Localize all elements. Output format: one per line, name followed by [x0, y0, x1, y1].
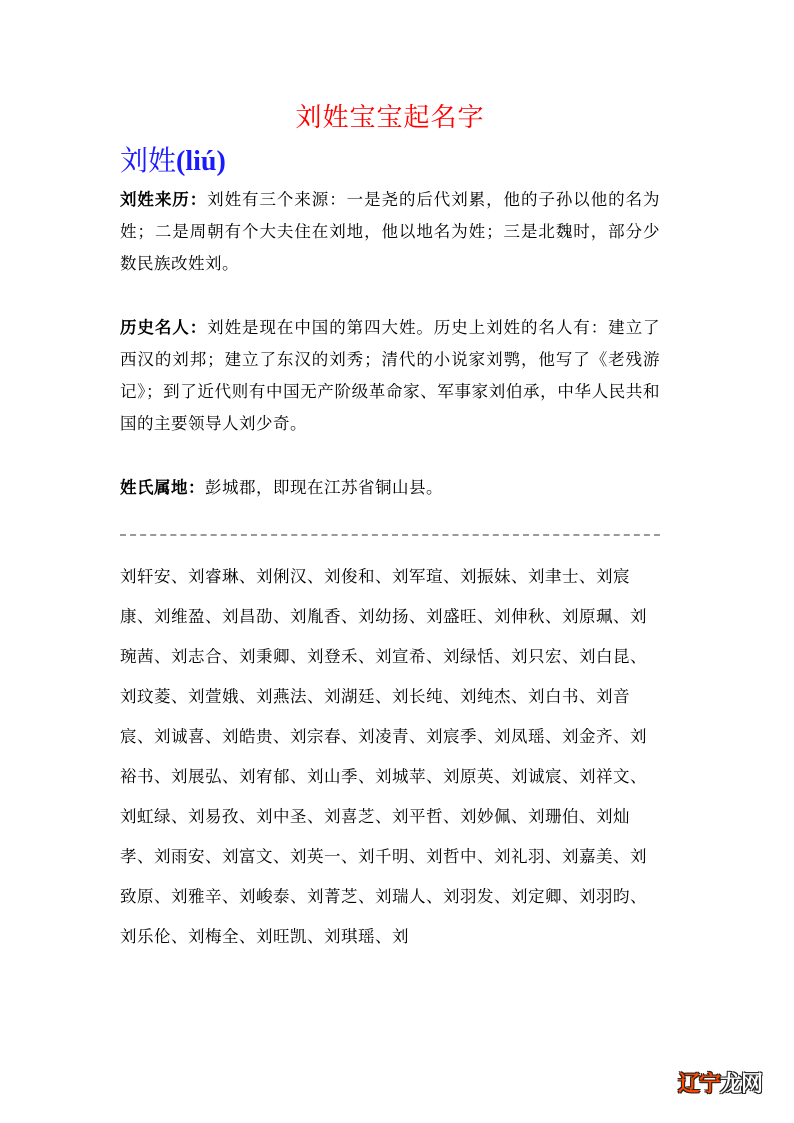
section-historical-figures: [120, 312, 660, 440]
section-text: 彭城郡，即现在江苏省铜山县。: [205, 478, 443, 497]
name-suggestions-list: 刘轩安、刘睿琳、刘俐汉、刘俊和、刘军瑄、刘振妹、刘聿士、刘宸康、刘维盈、刘昌劭、刘胤香、刘幼扬、刘盛旺、刘伸秋、刘原珮、刘琬茜、刘志合、刘秉卿、刘登禾、刘宣希、刘绿恬、刘只宏、刘白昆、刘玟菱、刘萱娥、刘燕法、刘湖廷、刘长纯、刘纯杰、刘白书、刘音宸、刘诚喜、刘皓贵、刘宗春、刘凌青、刘宸季、刘凤瑶、刘金齐、刘裕书、刘展弘、刘宥郁、刘山季、刘城苹、刘原英、刘诚宸、刘祥文、刘虹绿、刘易孜、刘中圣、刘喜芝、刘平哲、刘妙佩、刘珊伯、刘灿孝、刘雨安、刘富文、刘英一、刘千明、刘哲中、刘礼羽、刘嘉美、刘致原、刘雅辛、刘峻泰、刘菁芝、刘瑞人、刘羽发、刘定卿、刘羽昀、刘乐伦、刘梅全、刘旺凯、刘琪瑶、刘: [120, 567, 647, 946]
surname-pinyin: (liú): [176, 146, 226, 177]
section-label: 姓氏属地：: [120, 478, 205, 497]
watermark-part-b: 龙网: [719, 1072, 762, 1097]
section-surname-origin: [120, 184, 660, 280]
dashed-divider: [120, 534, 660, 536]
section-label: 刘姓来历：: [120, 190, 208, 209]
surname-heading: [120, 141, 226, 182]
section-surname-region: [120, 472, 660, 504]
surname-text: 刘姓: [120, 144, 177, 177]
site-watermark-logo: [678, 1070, 762, 1100]
watermark-part-a: 辽宁: [677, 1072, 720, 1097]
section-text: 刘姓是现在中国的第四大姓。历史上刘姓的名人有：建立了西汉的刘邦；建立了东汉的刘秀；清代的小说家刘鹗，他写了《老残游记》；到了近代则有中国无产阶级革命家、军事家刘伯承，中华人民共和国的主要领导人刘少奇。: [120, 318, 661, 433]
section-text: 刘姓有三个来源：一是尧的后代刘累，他的子孙以他的名为姓；二是周朝有个大夫住在刘地，他以地名为姓；三是北魏时，部分少数民族改姓刘。: [120, 190, 661, 273]
section-label: 历史名人：: [120, 318, 208, 337]
document-title: 刘姓宝宝起名字: [295, 103, 485, 133]
